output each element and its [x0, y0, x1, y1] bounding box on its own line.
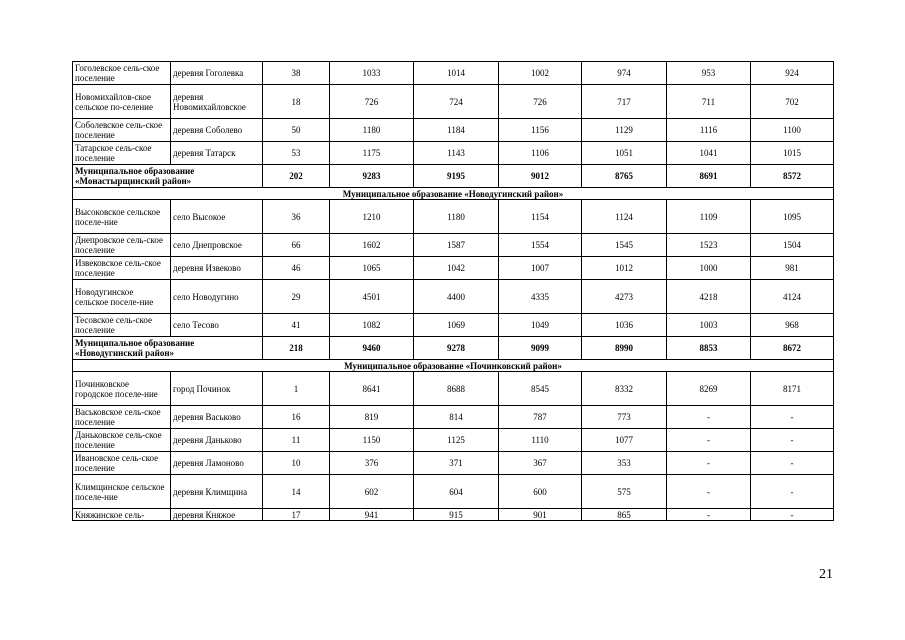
population-value-cell: 787 [499, 406, 582, 429]
population-value-cell: 9012 [499, 165, 582, 188]
population-value-cell: - [751, 406, 834, 429]
population-value-cell: 8688 [414, 372, 499, 406]
table-row [73, 314, 834, 337]
settlements-count-cell: 18 [263, 85, 330, 119]
population-value-cell: 1156 [499, 119, 582, 142]
settlements-count-cell: 218 [263, 337, 330, 360]
population-value-cell: 915 [414, 509, 499, 521]
population-value-cell: - [751, 475, 834, 509]
population-value-cell: 901 [499, 509, 582, 521]
table-row [73, 234, 834, 257]
population-value-cell: 1082 [330, 314, 414, 337]
admin-center-cell: деревня Извеково [171, 257, 263, 280]
population-value-cell: 1175 [330, 142, 414, 165]
population-value-cell: - [667, 452, 751, 475]
section-header-row [73, 188, 834, 200]
population-value-cell: - [667, 429, 751, 452]
settlements-count-cell: 50 [263, 119, 330, 142]
settlement-name-cell: Днепровское сель-ское поселение [73, 234, 171, 257]
settlement-name-cell: Васьковское сель-ское поселение [73, 406, 171, 429]
population-value-cell: 8572 [751, 165, 834, 188]
table-row [73, 452, 834, 475]
population-value-cell: 726 [499, 85, 582, 119]
table-row [73, 62, 834, 85]
population-value-cell: 8545 [499, 372, 582, 406]
population-value-cell: 1012 [582, 257, 667, 280]
total-label: Муниципальное образование «Новодугинский район» [73, 337, 263, 360]
total-row [73, 337, 834, 360]
population-value-cell: 376 [330, 452, 414, 475]
settlements-count-cell: 16 [263, 406, 330, 429]
settlements-count-cell: 202 [263, 165, 330, 188]
settlement-name-cell: Климщинское сельское поселе-ние [73, 475, 171, 509]
population-value-cell: 1065 [330, 257, 414, 280]
admin-center-cell: деревня Васьково [171, 406, 263, 429]
section-title: Муниципальное образование «Починковский район» [73, 360, 834, 372]
settlement-name-cell: Татарское сель-ское поселение [73, 142, 171, 165]
population-value-cell: 1100 [751, 119, 834, 142]
population-value-cell: 4335 [499, 280, 582, 314]
population-value-cell: 1041 [667, 142, 751, 165]
population-value-cell: 924 [751, 62, 834, 85]
population-value-cell: 717 [582, 85, 667, 119]
settlements-count-cell: 14 [263, 475, 330, 509]
population-value-cell: 8672 [751, 337, 834, 360]
population-value-cell: 8332 [582, 372, 667, 406]
population-value-cell: 367 [499, 452, 582, 475]
population-value-cell: 9278 [414, 337, 499, 360]
population-value-cell: 1077 [582, 429, 667, 452]
population-value-cell: 1154 [499, 200, 582, 234]
settlement-name-cell: Княжинское сель- [73, 509, 171, 521]
population-value-cell: 1002 [499, 62, 582, 85]
population-value-cell: 1210 [330, 200, 414, 234]
population-value-cell: 711 [667, 85, 751, 119]
population-value-cell: 4124 [751, 280, 834, 314]
settlement-name-cell: Новомихайлов-ское сельское по-селение [73, 85, 171, 119]
population-value-cell: 1033 [330, 62, 414, 85]
population-value-cell: 8990 [582, 337, 667, 360]
population-value-cell: 981 [751, 257, 834, 280]
section-title: Муниципальное образование «Новодугинский район» [73, 188, 834, 200]
population-value-cell: 4273 [582, 280, 667, 314]
population-value-cell: 353 [582, 452, 667, 475]
settlements-count-cell: 11 [263, 429, 330, 452]
population-value-cell: - [751, 452, 834, 475]
population-value-cell: 9283 [330, 165, 414, 188]
settlements-count-cell: 17 [263, 509, 330, 521]
admin-center-cell: село Новодугино [171, 280, 263, 314]
population-value-cell: - [667, 406, 751, 429]
admin-center-cell: город Починок [171, 372, 263, 406]
population-value-cell: 1036 [582, 314, 667, 337]
population-value-cell: 602 [330, 475, 414, 509]
population-value-cell: 1007 [499, 257, 582, 280]
population-value-cell: 1000 [667, 257, 751, 280]
population-value-cell: 8691 [667, 165, 751, 188]
settlement-name-cell: Гоголевское сель-ское поселение [73, 62, 171, 85]
population-value-cell: 1523 [667, 234, 751, 257]
population-value-cell: 1014 [414, 62, 499, 85]
population-value-cell: 1110 [499, 429, 582, 452]
total-row [73, 165, 834, 188]
admin-center-cell: деревня Гоголевка [171, 62, 263, 85]
admin-center-cell: деревня Климщина [171, 475, 263, 509]
population-value-cell: 8269 [667, 372, 751, 406]
population-value-cell: - [751, 509, 834, 521]
table-row [73, 119, 834, 142]
population-value-cell: 9195 [414, 165, 499, 188]
population-value-cell: 1143 [414, 142, 499, 165]
population-value-cell: 773 [582, 406, 667, 429]
population-value-cell: 1180 [330, 119, 414, 142]
admin-center-cell: село Высокое [171, 200, 263, 234]
population-value-cell: 575 [582, 475, 667, 509]
table-body [73, 62, 834, 521]
population-value-cell: 1095 [751, 200, 834, 234]
table-row [73, 142, 834, 165]
table-row [73, 429, 834, 452]
table-row [73, 257, 834, 280]
population-value-cell: 371 [414, 452, 499, 475]
population-value-cell: - [667, 475, 751, 509]
population-value-cell: 1125 [414, 429, 499, 452]
settlements-count-cell: 36 [263, 200, 330, 234]
population-table [72, 61, 834, 521]
table-row [73, 372, 834, 406]
population-value-cell: 819 [330, 406, 414, 429]
settlements-count-cell: 10 [263, 452, 330, 475]
admin-center-cell: село Днепровское [171, 234, 263, 257]
population-value-cell: 1504 [751, 234, 834, 257]
page-number: 21 [819, 567, 833, 582]
population-value-cell: 8853 [667, 337, 751, 360]
population-value-cell: - [751, 429, 834, 452]
population-value-cell: 865 [582, 509, 667, 521]
population-value-cell: 953 [667, 62, 751, 85]
table-row [73, 475, 834, 509]
population-value-cell: 1069 [414, 314, 499, 337]
population-value-cell: 4400 [414, 280, 499, 314]
population-value-cell: 726 [330, 85, 414, 119]
population-value-cell: 702 [751, 85, 834, 119]
population-value-cell: 814 [414, 406, 499, 429]
population-value-cell: 1106 [499, 142, 582, 165]
admin-center-cell: деревня Новомихайловское [171, 85, 263, 119]
population-value-cell: 1150 [330, 429, 414, 452]
settlement-name-cell: Даньковское сель-ское поселение [73, 429, 171, 452]
population-value-cell: 8641 [330, 372, 414, 406]
settlements-count-cell: 46 [263, 257, 330, 280]
population-value-cell: 1051 [582, 142, 667, 165]
population-value-cell: - [667, 509, 751, 521]
settlement-name-cell: Ивановское сель-ское поселение [73, 452, 171, 475]
population-value-cell: 1049 [499, 314, 582, 337]
table-row [73, 280, 834, 314]
population-value-cell: 941 [330, 509, 414, 521]
population-value-cell: 1042 [414, 257, 499, 280]
admin-center-cell: деревня Княжое [171, 509, 263, 521]
settlement-name-cell: Высоковское сельское поселе-ние [73, 200, 171, 234]
population-value-cell: 1180 [414, 200, 499, 234]
settlement-name-cell: Соболевское сель-ское поселение [73, 119, 171, 142]
population-value-cell: 1129 [582, 119, 667, 142]
admin-center-cell: деревня Татарск [171, 142, 263, 165]
population-value-cell: 1015 [751, 142, 834, 165]
settlement-name-cell: Тесовское сель-ское поселение [73, 314, 171, 337]
section-header-row [73, 360, 834, 372]
settlements-count-cell: 66 [263, 234, 330, 257]
admin-center-cell: деревня Соболево [171, 119, 263, 142]
settlements-count-cell: 29 [263, 280, 330, 314]
population-value-cell: 8765 [582, 165, 667, 188]
population-value-cell: 600 [499, 475, 582, 509]
population-value-cell: 4501 [330, 280, 414, 314]
population-value-cell: 8171 [751, 372, 834, 406]
settlements-count-cell: 38 [263, 62, 330, 85]
admin-center-cell: деревня Даньково [171, 429, 263, 452]
settlement-name-cell: Починковское городское поселе-ние [73, 372, 171, 406]
population-value-cell: 4218 [667, 280, 751, 314]
settlements-count-cell: 1 [263, 372, 330, 406]
total-label: Муниципальное образование «Монастырщинский район» [73, 165, 263, 188]
table-row [73, 406, 834, 429]
population-value-cell: 724 [414, 85, 499, 119]
population-value-cell: 1109 [667, 200, 751, 234]
admin-center-cell: деревня Ламоново [171, 452, 263, 475]
table-row [73, 509, 834, 521]
table-row [73, 200, 834, 234]
population-value-cell: 1124 [582, 200, 667, 234]
population-value-cell: 1602 [330, 234, 414, 257]
settlements-count-cell: 53 [263, 142, 330, 165]
population-value-cell: 9460 [330, 337, 414, 360]
settlement-name-cell: Извековское сель-ское поселение [73, 257, 171, 280]
population-value-cell: 1587 [414, 234, 499, 257]
admin-center-cell: село Тесово [171, 314, 263, 337]
population-value-cell: 1545 [582, 234, 667, 257]
population-value-cell: 1116 [667, 119, 751, 142]
settlement-name-cell: Новодугинское сельское поселе-ние [73, 280, 171, 314]
settlements-count-cell: 41 [263, 314, 330, 337]
population-value-cell: 968 [751, 314, 834, 337]
table-row [73, 85, 834, 119]
population-value-cell: 1003 [667, 314, 751, 337]
population-value-cell: 9099 [499, 337, 582, 360]
population-value-cell: 604 [414, 475, 499, 509]
population-value-cell: 974 [582, 62, 667, 85]
population-value-cell: 1184 [414, 119, 499, 142]
population-value-cell: 1554 [499, 234, 582, 257]
